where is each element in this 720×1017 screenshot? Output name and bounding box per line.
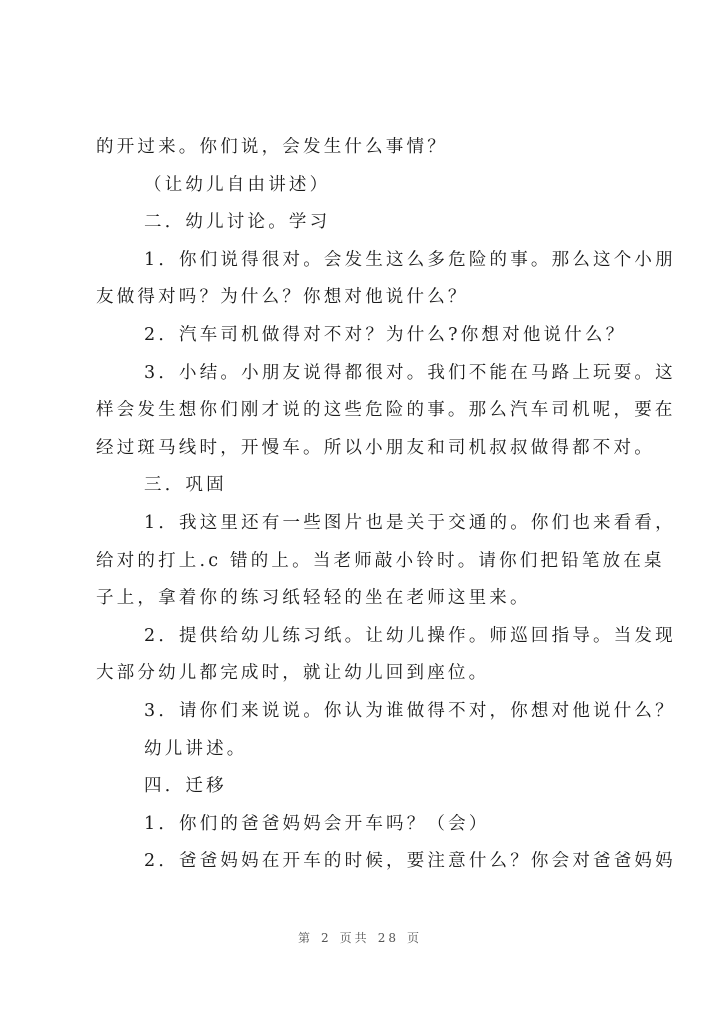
text-line: 2．汽车司机做得对不对？为什么?你想对他说什么？ xyxy=(144,324,627,345)
text-line: 子上，拿着你的练习纸轻轻的坐在老师这里来。 xyxy=(96,588,531,609)
footer-total-pages: 28 xyxy=(377,931,399,945)
text-line: 的开过来。你们说，会发生什么事情？ xyxy=(96,137,448,157)
text-line: 1．我这里还有一些图片也是关于交通的。你们也来看看， xyxy=(144,512,676,533)
text-line: 友做得对吗？为什么？你想对他说什么？ xyxy=(96,287,469,308)
text-line: 2．提供给幼儿练习纸。让幼儿操作。师巡回指导。当发现 xyxy=(144,625,676,646)
text-line: 给对的打上.c 错的上。当老师敲小铃时。请你们把铅笔放在桌 xyxy=(96,550,665,571)
footer-page-number: 2 xyxy=(321,931,332,945)
text-line: 3．请你们来说说。你认为谁做得不对，你想对他说什么？ xyxy=(144,700,676,721)
text-line: 四．迁移 xyxy=(144,776,227,797)
text-line: 幼儿讲述。 xyxy=(144,738,248,759)
text-line: 3．小结。小朋友说得都很对。我们不能在马路上玩耍。这 xyxy=(144,362,676,383)
text-line: 1．你们的爸爸妈妈会开车吗？（会） xyxy=(144,813,490,834)
text-line: 三．巩固 xyxy=(144,475,227,496)
text-line: 1．你们说得很对。会发生这么多危险的事。那么这个小朋 xyxy=(144,249,676,270)
text-line: 经过斑马线时，开慢车。所以小朋友和司机叔叔做得都不对。 xyxy=(96,437,655,458)
text-line: （让幼儿自由讲述） xyxy=(144,174,331,195)
text-line: 样会发生想你们刚才说的这些危险的事。那么汽车司机呢，要在 xyxy=(96,400,676,421)
page-footer xyxy=(0,929,720,946)
text-line: 二．幼儿讨论。学习 xyxy=(144,212,331,233)
document-body xyxy=(96,129,676,881)
footer-prefix: 第 xyxy=(298,931,314,945)
footer-suffix: 页 xyxy=(406,931,422,945)
text-line: 2．爸爸妈妈在开车的时候，要注意什么？你会对爸爸妈妈 xyxy=(144,851,676,872)
text-line: 大部分幼儿都完成时，就让幼儿回到座位。 xyxy=(96,663,490,684)
footer-middle: 页共 xyxy=(339,931,370,945)
